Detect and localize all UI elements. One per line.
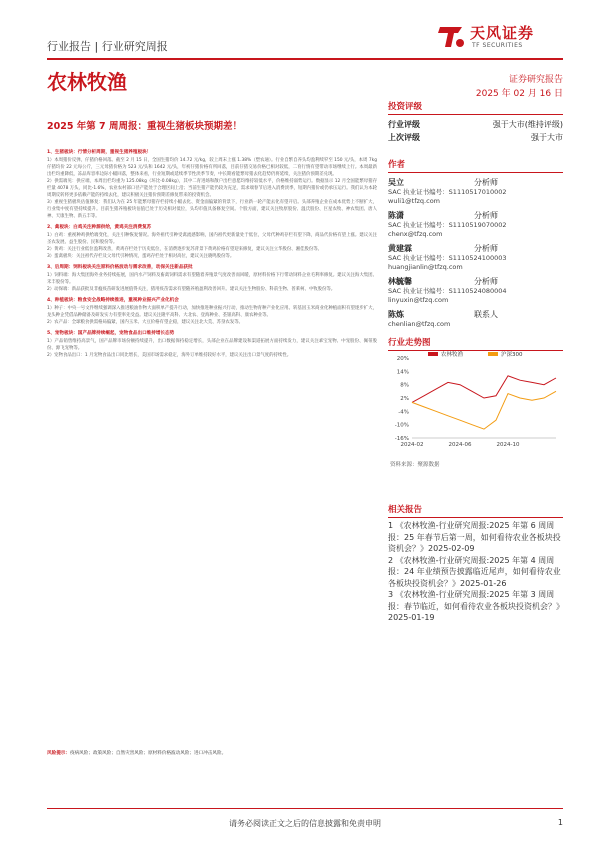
page-number: 1 [557,818,563,827]
report-body [47,145,377,725]
logo [436,20,564,54]
y-tick-label: -4% [398,409,409,416]
author-name-row [388,276,498,287]
section-paragraph: 3）蛋禽板块：关注祖代存栏及父母代引种情况，蛋鸡存栏处于相对高位，建议关注晓鸣股份等。 [47,254,235,259]
rating-value: 强于大市(维持评级) [492,120,563,129]
author-name-row [388,309,498,320]
y-tick-label: -16% [394,436,409,442]
footer-divider [47,808,563,809]
y-tick-label: -10% [394,422,409,429]
related-reports [388,520,563,624]
legend-swatch [488,352,498,356]
author-name-row [388,177,498,188]
section-heading: 1、生猪板块：行情分析周期，重视生猪养殖板块！ [47,150,152,155]
author-entry [388,210,563,239]
x-tick-label: 2024-02 [400,442,424,448]
section-paragraph: 1）本周猪价反弹，仔猪价格回落。截至 2 月 15 日，全国生猪均价 14.72 元/kg，较上周末上涨 1.38%（塑农通）。行业自繁自养头均盈利续窄至 150 元/头，本周 7kg 仔猪均价 22 元每公斤，三元母猪价格为 523 元/头和 1642 元/头，年初仔猪价格有所回落，目前仔猪交易价格已相对较低，二育行情有望带动市场继续上行。本周最新出栏均重降低，冻品库容率边际小幅回落，整体来看，行业短期或延续季节性淡季节奏，中长期看能繁母猪去化趋势仍将延续，关注猪价预期差兑现。 [47,158,377,177]
section-heading: 3、后周期：饲料板块关注原料价格波动与需求改善，动保关注新品获批 [47,265,193,270]
author-name: 吴立 [388,178,404,187]
rating-heading: 投资评级 [388,100,563,115]
author-role: 分析师 [474,211,498,220]
rating-row-previous [388,131,563,144]
related-heading: 相关报告 [388,503,563,518]
risk-label: 风险提示： [47,751,70,756]
section-paragraph: 2）宠物食品出口：1 月宠物食品出口同比增长，美国市场需求稳定，海外订单维持较好水平，建议关注出口景气度的持续性。 [47,353,292,358]
author-name: 林毓馨 [388,277,412,286]
series-line-1 [412,391,556,429]
y-tick-label: 14% [396,369,409,376]
author-name: 陈潇 [388,211,404,220]
y-tick-label: 20% [396,356,409,362]
footer-disclaimer: 请务必阅读正文之后的信息披露和免责申明 [229,819,381,828]
series-line-0 [412,376,556,403]
related-report-link[interactable]: 1 《农林牧渔-行业研究周报:2025 年第 6 周周报：25 年春节后第一周，如何看待农业各板块投资机会？》2025-02-09 [388,521,561,553]
section-paragraph: 1）白鸡：重视种鸡供给端变化，关注引种恢复情况。海外祖代引种受禽流感影响，国内祖代更新量处于低位，父母代种鸡存栏有望下降，商品代价格有望上涨。建议关注圣农发展、益生股份、民和股份等。 [47,233,377,245]
legend-label: 沪深300 [501,352,523,358]
logo-text-en: TF SECURITIES [472,42,523,49]
logo-text-cn: 天风证券 [470,24,535,42]
section-heading: 2、禽板块：白鸡关注种源供给，黄鸡关注消费复苏 [47,225,152,230]
author-cert: SAC 执业证书编号：S1110524100003 [388,254,507,262]
related-report-link[interactable]: 3 《农林牧渔-行业研究周报:2025 年第 3 周周报：春节临近，如何看待农业各板块投资机会？》2025-01-19 [388,590,560,622]
report-headline: 2025 年第 7 周周报：重视生猪板块预期差！ [47,121,242,132]
chart-source: 资料来源：聚源数据 [390,462,440,468]
author-email[interactable]: linyuxin@tfzq.com [388,296,449,304]
section-paragraph: 1）种子：中央一号文件继续强调深入推进粮油作物大面积单产提升行动，加快推进种业振兴行动，推动生物育种产业化应用。转基因玉米商业化种植面积有望逐步扩大，龙头种企凭借品种储备及研发实力有望率先受益。建议关注隆平高科、大北农、登海种业、荃银高科、康农种业等。 [47,306,377,318]
legend-label: 农林牧渔 [441,352,464,358]
legend-swatch [428,352,438,356]
authors-list [388,177,563,329]
author-cert: SAC 执业证书编号：S1110519070002 [388,221,507,229]
rating-row-industry [388,118,563,131]
section-paragraph: 2）供需端见：供应端，本周出栏均重为 125.08kg（环比-0.08kg），其中二育进场和散户出栏意愿均维持较低水平，价格维持弱势运行。数据显示 12 月全国能繁母猪存栏量 4078 万头，同比-1.6%，农业农村部口径产能处于合理区间上沿；当前生猪产能仍较为充足，需求端春节后进入消费淡季，短期内猪价或仍承压运行。我们认为本轮周期反转将更多依赖产能的持续去化，建议积极关注猪价预期差修复带来的投资机会。 [47,179,377,198]
y-tick-label: 2% [400,396,409,402]
tf-logo-icon [436,23,466,51]
chart-heading: 行业走势图 [388,336,563,351]
author-name-row [388,243,498,254]
author-name-row [388,210,498,221]
author-role: 分析师 [474,244,498,253]
section-paragraph: 1）饲料端：海大集团海外业务持续拓展，国内水产饲料及畜禽饲料需求有望随着养殖景气度改善而回暖，原材料价格下行带动饲料企业毛利率修复。建议关注海大集团、禾丰股份等。 [47,273,377,285]
header-divider [47,58,563,60]
rating-value: 强于大市 [531,133,563,142]
rating-key: 行业评级 [388,120,420,129]
author-entry [388,243,563,272]
section-paragraph: 2）黄鸡：关注行业低位盈利改善，黄鸡存栏处于历史低位，在消费逐步复苏背景下黄鸡价格有望迎来修复，建议关注立华股份、湘佳股份等。 [47,247,323,252]
rating-key: 上次评级 [388,133,420,142]
risk-text: 疫病风险；政策风险；自然灾害风险；原材料价格波动风险；进口冲击风险。 [69,751,227,756]
x-tick-label: 2024-10 [496,442,520,448]
report-type: 行业报告 | 行业研究周报 [47,40,168,53]
author-email[interactable]: chenx@tfzq.com [388,230,443,238]
author-entry [388,177,563,206]
section-heading: 4、种植板块：粮食安全战略持续推进，重视种业振兴产业化机会 [47,298,179,303]
author-email[interactable]: chenlian@tfzq.com [388,320,451,328]
author-cert: SAC 执业证书编号：S1110524080004 [388,287,507,295]
author-role: 联系人 [474,310,498,319]
risk-note [47,750,226,756]
section-paragraph: 2）农产品：全球粮食供需格局偏紧，国内玉米、大豆价格有望企稳，建议关注北大荒、苏垦农发等。 [47,320,243,325]
doc-kind: 证券研究报告 [508,75,563,85]
section-paragraph: 1）产品销售维持高景气，国产品牌市场份额持续提升，出口数据保持稳定增长，头部企业在品牌建设和渠道拓展方面持续发力，建议关注乖宝宠物、中宠股份、佩蒂股份、源飞宠物等。 [47,339,377,351]
y-tick-label: 8% [400,382,409,389]
related-report-link[interactable]: 2 《农林牧渔-行业研究周报:2025 年第 4 周周报：24 年业绩预告披露临近尾声，如何看待农业各板块投资机会？》2025-01-26 [388,555,561,588]
authors-heading: 作者 [388,158,563,173]
author-name: 黄建霖 [388,244,412,253]
author-entry [388,276,563,305]
page-title: 农林牧渔 [47,70,127,94]
section-paragraph: 3）重视生猪板块估值修复：我们认为在 25 年能繁母猪存栏持续小幅去化、资金面偏紧的背景下，行业新一轮产能去化有望开启。头部养殖企业在成本优势上不断扩大，行业集中度有望持续提升。目前生猪养殖板块估值已处于历史相对低位，头均市值具备修复空间。个股方面，建议关注牧原股份、温氏股份、巨星农牧、神农集团、唐人神、天康生物、新五丰等。 [47,200,377,219]
author-email[interactable]: huangjianlin@tfzq.com [388,263,463,271]
doc-date: 2025 年 02 月 16 日 [475,89,563,99]
sidebar [388,100,563,329]
industry-trend-chart [388,350,563,455]
author-entry [388,309,563,329]
author-email[interactable]: wuli1@tfzq.com [388,197,441,205]
author-cert: SAC 执业证书编号：S1110517010002 [388,188,507,196]
x-tick-label: 2024-06 [448,442,472,448]
author-role: 分析师 [474,277,498,286]
section-paragraph: 2）动保端：新品获批及非瘟疫苗研发进展值得关注，猪用疫苗需求有望随养殖盈利改善回升。建议关注生物股份、科前生物、普莱柯、中牧股份等。 [47,287,336,292]
author-name: 陈炼 [388,310,404,319]
author-role: 分析师 [474,178,498,187]
section-heading: 5、宠物板块：国产品牌持续崛起，宠物食品出口维持增长态势 [47,331,175,336]
